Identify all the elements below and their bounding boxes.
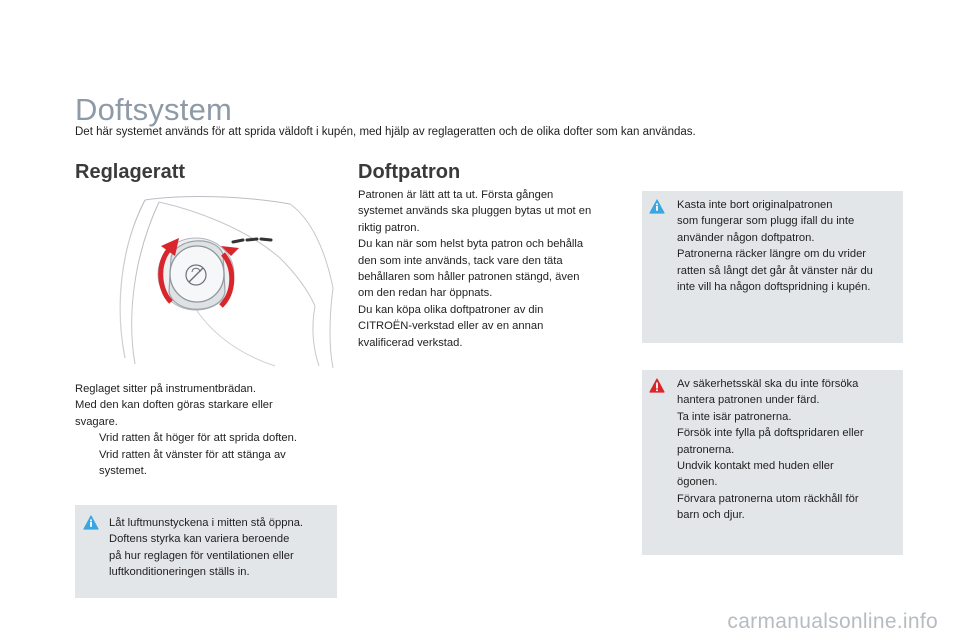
doftpatron-description <box>358 187 628 351</box>
bullet-item <box>75 430 345 446</box>
watermark: carmanualsonline.info <box>727 610 938 633</box>
warning-note-safety <box>642 370 903 555</box>
description-line: CITROËN-verkstad eller av en annan <box>358 320 544 333</box>
note-line: Försök inte fylla på doftspridaren eller <box>677 427 864 440</box>
description-line: den som inte används, tack vare den täta <box>358 254 563 267</box>
note-line: inte vill ha någon doftspridning i kupén. <box>677 281 871 294</box>
note-line: Ta inte isär patronerna. <box>677 410 792 423</box>
description-line: Du kan köpa olika doftpatroner av din <box>358 303 544 316</box>
note-line: Låt luftmunstyckena i mitten stå öppna. <box>109 517 304 529</box>
note-line: Av säkerhetsskäl ska du inte försöka <box>677 378 859 390</box>
info-note-ventilation <box>75 505 337 598</box>
description-line: om den redan har öppnats. <box>358 287 493 300</box>
description-line: kvalificerad verkstad. <box>358 336 463 349</box>
page-title: Doftsystem <box>75 92 233 127</box>
info-note-cartridge <box>642 191 903 343</box>
scent-dial-image <box>75 188 337 368</box>
description-line: behållaren som håller patronen stängd, även <box>358 271 580 284</box>
note-line: barn och djur. <box>677 509 745 522</box>
note-line: på hur reglagen för ventilationen eller <box>109 549 294 562</box>
description-line: Du kan när som helst byta patron och behålla <box>358 238 584 251</box>
bullet-item <box>75 447 345 480</box>
description-line: Med den kan doften göras starkare eller <box>75 399 273 412</box>
page-intro: Det här systemet används för att sprida väldoft i kupén, med hjälp av reglageratten och de olika dofter som kan användas. <box>75 126 696 138</box>
section-heading-doftpatron: Doftpatron <box>358 161 461 183</box>
note-line: Undvik kontakt med huden eller <box>677 460 834 473</box>
description-line: Reglaget sitter på instrumentbrädan. <box>75 383 256 395</box>
description-line: riktig patron. <box>358 221 420 234</box>
note-line: Patronerna räcker längre om du vrider <box>677 248 867 261</box>
note-line: ratten så långt det går åt vänster när du <box>677 264 873 277</box>
section-heading-reglageratt: Reglageratt <box>75 161 186 183</box>
note-line: Kasta inte bort originalpatronen <box>677 199 833 211</box>
knob-illustration <box>75 188 337 368</box>
note-line: använder någon doftpatron. <box>677 231 815 244</box>
note-line: hantera patronen under färd. <box>677 394 820 407</box>
note-line: patronerna. <box>677 443 735 456</box>
note-line: Förvara patronerna utom räckhåll för <box>677 492 859 505</box>
bullet-line: Vrid ratten åt höger för att sprida doften. <box>99 432 297 445</box>
reglageratt-description <box>75 381 345 479</box>
warning-icon <box>649 378 665 394</box>
bullet-line: systemet. <box>99 465 147 478</box>
info-icon <box>649 199 665 215</box>
note-line: Doftens styrka kan variera beroende <box>109 533 290 546</box>
description-line: svagare. <box>75 415 118 428</box>
info-icon <box>83 515 99 531</box>
bullet-line: Vrid ratten åt vänster för att stänga av <box>99 448 286 461</box>
note-line: som fungerar som plugg ifall du inte <box>677 215 855 228</box>
note-line: luftkonditioneringen ställs in. <box>109 566 250 579</box>
description-line: systemet används ska pluggen bytas ut mot en <box>358 205 592 218</box>
description-line: Patronen är lätt att ta ut. Första gången <box>358 189 554 201</box>
note-line: ögonen. <box>677 476 718 489</box>
